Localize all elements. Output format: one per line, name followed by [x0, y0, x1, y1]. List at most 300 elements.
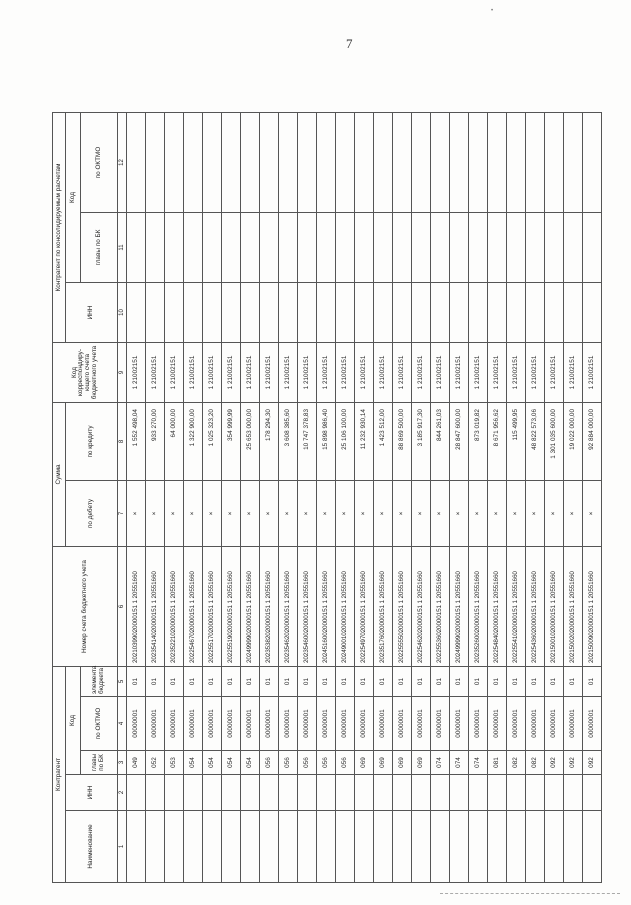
cell-oktmo-2: [564, 112, 583, 212]
cell-glava-bk: 049: [127, 751, 146, 775]
header-glava-bk: главы по БК: [81, 751, 118, 775]
header-debit: по дебету: [66, 481, 118, 547]
cell-inn: [450, 775, 469, 811]
table-row: [241, 112, 260, 882]
table-row: [260, 112, 279, 882]
cell-credit: 19 022 000,00: [564, 403, 583, 481]
cell-account-number: 20235260020000151 1 20551660: [469, 547, 488, 667]
cell-inn-2: [488, 283, 507, 343]
cell-glava-bk: 056: [279, 751, 298, 775]
cell-oktmo-2: [203, 112, 222, 212]
header-kontragent: Контрагент: [53, 667, 66, 883]
cell-element: 01: [203, 667, 222, 697]
cell-glava-bk-2: [222, 213, 241, 283]
cell-glava-bk: 052: [146, 751, 165, 775]
cell-inn-2: [127, 283, 146, 343]
header-glava-bk-2: главы по БК: [81, 213, 118, 283]
cell-inn: [431, 775, 450, 811]
cell-glava-bk: 056: [336, 751, 355, 775]
cell-oktmo-2: [146, 112, 165, 212]
cell-glava-bk-2: [165, 213, 184, 283]
cell-credit: 1 423 512,00: [374, 403, 393, 481]
cell-account-number: 20215002020000151 1 20551660: [564, 547, 583, 667]
cell-naimenovanie: [184, 811, 203, 883]
cell-inn-2: [336, 283, 355, 343]
cell-debit: ×: [374, 481, 393, 547]
cell-credit: 1 025 323,20: [203, 403, 222, 481]
column-number: 4: [118, 697, 127, 751]
cell-oktmo: 00000001: [526, 697, 545, 751]
cell-korr-account: 1 21002151: [374, 343, 393, 403]
cell-inn-2: [374, 283, 393, 343]
cell-debit: ×: [450, 481, 469, 547]
cell-korr-account: 1 21002151: [203, 343, 222, 403]
cell-account-number: 20235414020000151 1 20551660: [146, 547, 165, 667]
cell-korr-account: 1 21002151: [488, 343, 507, 403]
cell-inn: [393, 775, 412, 811]
table-row: [222, 112, 241, 882]
cell-oktmo-2: [165, 112, 184, 212]
cell-element: 01: [469, 667, 488, 697]
cell-account-number: 20225436020000151 1 20551660: [526, 547, 545, 667]
cell-oktmo: 00000001: [317, 697, 336, 751]
ledger-body: [127, 112, 602, 882]
header-inn-2: ИНН: [66, 283, 118, 343]
table-row: [507, 112, 526, 882]
column-number: 9: [118, 343, 127, 403]
column-number-row: [118, 112, 127, 882]
cell-glava-bk-2: [488, 213, 507, 283]
cell-korr-account: 1 21002151: [184, 343, 203, 403]
cell-glava-bk: 082: [526, 751, 545, 775]
cell-debit: ×: [127, 481, 146, 547]
cell-element: 01: [583, 667, 602, 697]
header-kod-2: Код: [66, 112, 81, 282]
cell-oktmo-2: [279, 112, 298, 212]
cell-naimenovanie: [298, 811, 317, 883]
cell-korr-account: 1 21002151: [298, 343, 317, 403]
cell-glava-bk: 092: [564, 751, 583, 775]
table-row: [431, 112, 450, 882]
cell-account-number: 20225497020000151 1 20551660: [355, 547, 374, 667]
cell-glava-bk: 081: [488, 751, 507, 775]
cell-naimenovanie: [450, 811, 469, 883]
cell-inn-2: [260, 283, 279, 343]
cell-korr-account: 1 21002151: [583, 343, 602, 403]
scan-speck: •: [491, 8, 494, 14]
cell-inn-2: [241, 283, 260, 343]
cell-credit: 48 822 573,06: [526, 403, 545, 481]
cell-glava-bk: 092: [583, 751, 602, 775]
cell-korr-account: 1 21002151: [127, 343, 146, 403]
cell-inn: [336, 775, 355, 811]
cell-oktmo-2: [317, 112, 336, 212]
cell-debit: ×: [431, 481, 450, 547]
table-row: [336, 112, 355, 882]
header-kod: Код: [66, 667, 81, 775]
cell-naimenovanie: [374, 811, 393, 883]
cell-naimenovanie: [412, 811, 431, 883]
cell-debit: ×: [412, 481, 431, 547]
cell-korr-account: 1 21002151: [507, 343, 526, 403]
cell-korr-account: 1 21002151: [469, 343, 488, 403]
cell-credit: 1 322 900,00: [184, 403, 203, 481]
cell-glava-bk: 082: [507, 751, 526, 775]
cell-element: 01: [222, 667, 241, 697]
column-number: 2: [118, 775, 127, 811]
cell-korr-account: 1 21002151: [260, 343, 279, 403]
cell-inn-2: [583, 283, 602, 343]
cell-credit: 354 999,99: [222, 403, 241, 481]
header-kontragent-konsolid: Контрагент по консолидируемым расчетам: [53, 112, 66, 342]
cell-inn: [507, 775, 526, 811]
cell-debit: ×: [507, 481, 526, 547]
cell-inn-2: [431, 283, 450, 343]
cell-glava-bk-2: [374, 213, 393, 283]
cell-glava-bk: 054: [241, 751, 260, 775]
cell-naimenovanie: [564, 811, 583, 883]
cell-account-number: 20235460020000151 1 20551660: [298, 547, 317, 667]
cell-account-number: 20235221020000151 1 20551660: [165, 547, 184, 667]
cell-glava-bk: 092: [545, 751, 564, 775]
cell-debit: ×: [583, 481, 602, 547]
cell-credit: 844 261,03: [431, 403, 450, 481]
rotated-table-frame: [52, 113, 595, 883]
cell-element: 01: [526, 667, 545, 697]
cell-debit: ×: [279, 481, 298, 547]
cell-credit: 25 653 000,00: [241, 403, 260, 481]
column-number: 6: [118, 547, 127, 667]
cell-element: 01: [564, 667, 583, 697]
cell-debit: ×: [165, 481, 184, 547]
cell-oktmo: 00000001: [355, 697, 374, 751]
cell-glava-bk-2: [450, 213, 469, 283]
cell-credit: 10 747 378,83: [298, 403, 317, 481]
cell-inn-2: [165, 283, 184, 343]
cell-inn-2: [203, 283, 222, 343]
cell-naimenovanie: [279, 811, 298, 883]
table-row: [165, 112, 184, 882]
cell-inn: [127, 775, 146, 811]
cell-naimenovanie: [355, 811, 374, 883]
cell-debit: ×: [526, 481, 545, 547]
cell-credit: 178 294,30: [260, 403, 279, 481]
cell-naimenovanie: [469, 811, 488, 883]
cell-debit: ×: [146, 481, 165, 547]
cell-inn: [355, 775, 374, 811]
cell-account-number: 20210399020000151 1 20551660: [127, 547, 146, 667]
cell-inn-2: [355, 283, 374, 343]
cell-inn-2: [184, 283, 203, 343]
cell-credit: 28 847 600,00: [450, 403, 469, 481]
cell-naimenovanie: [241, 811, 260, 883]
cell-debit: ×: [298, 481, 317, 547]
cell-inn: [184, 775, 203, 811]
cell-inn: [412, 775, 431, 811]
table-row: [564, 112, 583, 882]
header-element: элемента бюджета: [81, 667, 118, 697]
cell-debit: ×: [545, 481, 564, 547]
cell-inn-2: [393, 283, 412, 343]
cell-glava-bk: 074: [450, 751, 469, 775]
cell-glava-bk: 069: [412, 751, 431, 775]
cell-glava-bk-2: [507, 213, 526, 283]
cell-element: 01: [146, 667, 165, 697]
cell-glava-bk-2: [279, 213, 298, 283]
cell-oktmo: 00000001: [507, 697, 526, 751]
cell-glava-bk: 069: [374, 751, 393, 775]
cell-element: 01: [450, 667, 469, 697]
cell-korr-account: 1 21002151: [431, 343, 450, 403]
cell-credit: 11 232 930,14: [355, 403, 374, 481]
column-number: 3: [118, 751, 127, 775]
cell-credit: 873 019,82: [469, 403, 488, 481]
cell-glava-bk-2: [393, 213, 412, 283]
cell-oktmo-2: [184, 112, 203, 212]
cell-inn-2: [222, 283, 241, 343]
cell-glava-bk: 054: [184, 751, 203, 775]
header-oktmo-2: по ОКТМО: [81, 112, 118, 212]
cell-oktmo: 00000001: [127, 697, 146, 751]
column-number: 10: [118, 283, 127, 343]
cell-credit: 25 106 100,00: [336, 403, 355, 481]
header-row-2: [66, 112, 81, 882]
cell-inn-2: [526, 283, 545, 343]
cell-naimenovanie: [260, 811, 279, 883]
cell-naimenovanie: [488, 811, 507, 883]
cell-glava-bk-2: [298, 213, 317, 283]
cell-oktmo: 00000001: [488, 697, 507, 751]
cell-oktmo: 00000001: [241, 697, 260, 751]
table-row: [412, 112, 431, 882]
cell-oktmo-2: [393, 112, 412, 212]
cell-oktmo-2: [260, 112, 279, 212]
cell-account-number: 20225462020000151 1 20551660: [412, 547, 431, 667]
cell-element: 01: [298, 667, 317, 697]
header-summa: Сумма: [53, 403, 66, 547]
cell-oktmo-2: [241, 112, 260, 212]
cell-inn: [583, 775, 602, 811]
ledger-table: [52, 112, 602, 883]
cell-glava-bk: 056: [317, 751, 336, 775]
cell-inn: [241, 775, 260, 811]
cell-element: 01: [184, 667, 203, 697]
cell-credit: 1 301 035 600,00: [545, 403, 564, 481]
cell-element: 01: [393, 667, 412, 697]
column-number: 8: [118, 403, 127, 481]
cell-oktmo: 00000001: [165, 697, 184, 751]
cell-oktmo-2: [298, 112, 317, 212]
cell-oktmo-2: [431, 112, 450, 212]
cell-naimenovanie: [507, 811, 526, 883]
cell-element: 01: [374, 667, 393, 697]
table-row: [184, 112, 203, 882]
cell-inn: [203, 775, 222, 811]
table-row: [583, 112, 602, 882]
table-row: [203, 112, 222, 882]
header-oktmo: по ОКТМО: [81, 697, 118, 751]
cell-korr-account: 1 21002151: [393, 343, 412, 403]
cell-glava-bk-2: [469, 213, 488, 283]
cell-debit: ×: [222, 481, 241, 547]
cell-credit: 92 884 000,00: [583, 403, 602, 481]
cell-oktmo-2: [469, 112, 488, 212]
cell-oktmo: 00000001: [450, 697, 469, 751]
cell-inn: [374, 775, 393, 811]
cell-inn: [222, 775, 241, 811]
cell-debit: ×: [317, 481, 336, 547]
header-account-number: Номер счета бюджетного учета: [53, 547, 118, 667]
table-row: [450, 112, 469, 882]
cell-glava-bk-2: [545, 213, 564, 283]
cell-oktmo-2: [412, 112, 431, 212]
cell-account-number: 20225555020000151 1 20551660: [393, 547, 412, 667]
table-row: [146, 112, 165, 882]
cell-inn-2: [146, 283, 165, 343]
cell-glava-bk: 074: [469, 751, 488, 775]
cell-oktmo-2: [450, 112, 469, 212]
cell-debit: ×: [336, 481, 355, 547]
column-number: 7: [118, 481, 127, 547]
cell-element: 01: [488, 667, 507, 697]
cell-element: 01: [127, 667, 146, 697]
cell-inn: [298, 775, 317, 811]
cell-oktmo: 00000001: [203, 697, 222, 751]
cell-element: 01: [241, 667, 260, 697]
cell-oktmo: 00000001: [412, 697, 431, 751]
cell-oktmo: 00000001: [431, 697, 450, 751]
cell-oktmo: 00000001: [298, 697, 317, 751]
cell-inn-2: [507, 283, 526, 343]
cell-account-number: 20225467020000151 1 20551660: [184, 547, 203, 667]
cell-oktmo: 00000001: [564, 697, 583, 751]
cell-korr-account: 1 21002151: [165, 343, 184, 403]
cell-debit: ×: [355, 481, 374, 547]
cell-debit: ×: [184, 481, 203, 547]
cell-oktmo: 00000001: [374, 697, 393, 751]
cell-credit: 933 270,00: [146, 403, 165, 481]
header-row-1: [53, 112, 66, 882]
cell-naimenovanie: [127, 811, 146, 883]
header-naimenovanie: Наименование: [66, 811, 118, 883]
cell-element: 01: [355, 667, 374, 697]
cell-credit: 8 671 956,62: [488, 403, 507, 481]
cell-glava-bk-2: [184, 213, 203, 283]
cell-oktmo-2: [222, 112, 241, 212]
cell-glava-bk-2: [146, 213, 165, 283]
cell-oktmo-2: [526, 112, 545, 212]
column-number: 5: [118, 667, 127, 697]
cell-oktmo: 00000001: [583, 697, 602, 751]
cell-oktmo: 00000001: [222, 697, 241, 751]
cell-inn-2: [469, 283, 488, 343]
cell-credit: 3 185 917,30: [412, 403, 431, 481]
table-row: [469, 112, 488, 882]
cell-debit: ×: [564, 481, 583, 547]
cell-element: 01: [279, 667, 298, 697]
cell-inn: [279, 775, 298, 811]
cell-debit: ×: [260, 481, 279, 547]
cell-naimenovanie: [526, 811, 545, 883]
column-number: 1: [118, 811, 127, 883]
cell-korr-account: 1 21002151: [355, 343, 374, 403]
cell-naimenovanie: [165, 811, 184, 883]
cell-glava-bk: 069: [355, 751, 374, 775]
cell-naimenovanie: [336, 811, 355, 883]
header-inn: ИНН: [66, 775, 118, 811]
cell-oktmo-2: [127, 112, 146, 212]
cell-inn: [165, 775, 184, 811]
table-row: [279, 112, 298, 882]
cell-account-number: 20225484020000151 1 20551660: [488, 547, 507, 667]
cell-debit: ×: [469, 481, 488, 547]
cell-debit: ×: [241, 481, 260, 547]
cell-account-number: 20249001020000151 1 20551660: [336, 547, 355, 667]
cell-glava-bk-2: [317, 213, 336, 283]
cell-naimenovanie: [222, 811, 241, 883]
cell-oktmo: 00000001: [469, 697, 488, 751]
cell-debit: ×: [393, 481, 412, 547]
cell-oktmo: 00000001: [146, 697, 165, 751]
cell-naimenovanie: [583, 811, 602, 883]
cell-inn-2: [298, 283, 317, 343]
cell-glava-bk: 054: [222, 751, 241, 775]
header-korr-account: Код корреспондиру-ющего счета бюджетного учета: [53, 343, 118, 403]
cell-korr-account: 1 21002151: [545, 343, 564, 403]
cell-glava-bk-2: [431, 213, 450, 283]
cell-korr-account: 1 21002151: [241, 343, 260, 403]
cell-inn-2: [564, 283, 583, 343]
cell-account-number: 20249999020000151 1 20551660: [241, 547, 260, 667]
cell-glava-bk: 074: [431, 751, 450, 775]
cell-oktmo: 00000001: [184, 697, 203, 751]
cell-inn-2: [412, 283, 431, 343]
cell-oktmo: 00000001: [336, 697, 355, 751]
cell-inn: [260, 775, 279, 811]
cell-account-number: 20225517020000151 1 20551660: [203, 547, 222, 667]
cell-korr-account: 1 21002151: [317, 343, 336, 403]
cell-account-number: 20215009020000151 1 20551660: [583, 547, 602, 667]
cell-inn: [488, 775, 507, 811]
table-row: [317, 112, 336, 882]
table-row: [393, 112, 412, 882]
cell-element: 01: [507, 667, 526, 697]
cell-glava-bk-2: [127, 213, 146, 283]
cell-oktmo-2: [507, 112, 526, 212]
cell-glava-bk-2: [526, 213, 545, 283]
page-number: 7: [346, 36, 353, 51]
table-row: [526, 112, 545, 882]
cell-korr-account: 1 21002151: [336, 343, 355, 403]
cell-inn: [545, 775, 564, 811]
column-number: 11: [118, 213, 127, 283]
column-number: 12: [118, 112, 127, 212]
table-row: [298, 112, 317, 882]
cell-naimenovanie: [146, 811, 165, 883]
cell-account-number: 20235462020000151 1 20551660: [279, 547, 298, 667]
cell-credit: 1 552 498,04: [127, 403, 146, 481]
cell-korr-account: 1 21002151: [564, 343, 583, 403]
cell-element: 01: [545, 667, 564, 697]
cell-debit: ×: [203, 481, 222, 547]
cell-naimenovanie: [393, 811, 412, 883]
cell-element: 01: [317, 667, 336, 697]
cell-naimenovanie: [545, 811, 564, 883]
cell-naimenovanie: [317, 811, 336, 883]
cell-korr-account: 1 21002151: [222, 343, 241, 403]
cell-element: 01: [431, 667, 450, 697]
cell-naimenovanie: [431, 811, 450, 883]
